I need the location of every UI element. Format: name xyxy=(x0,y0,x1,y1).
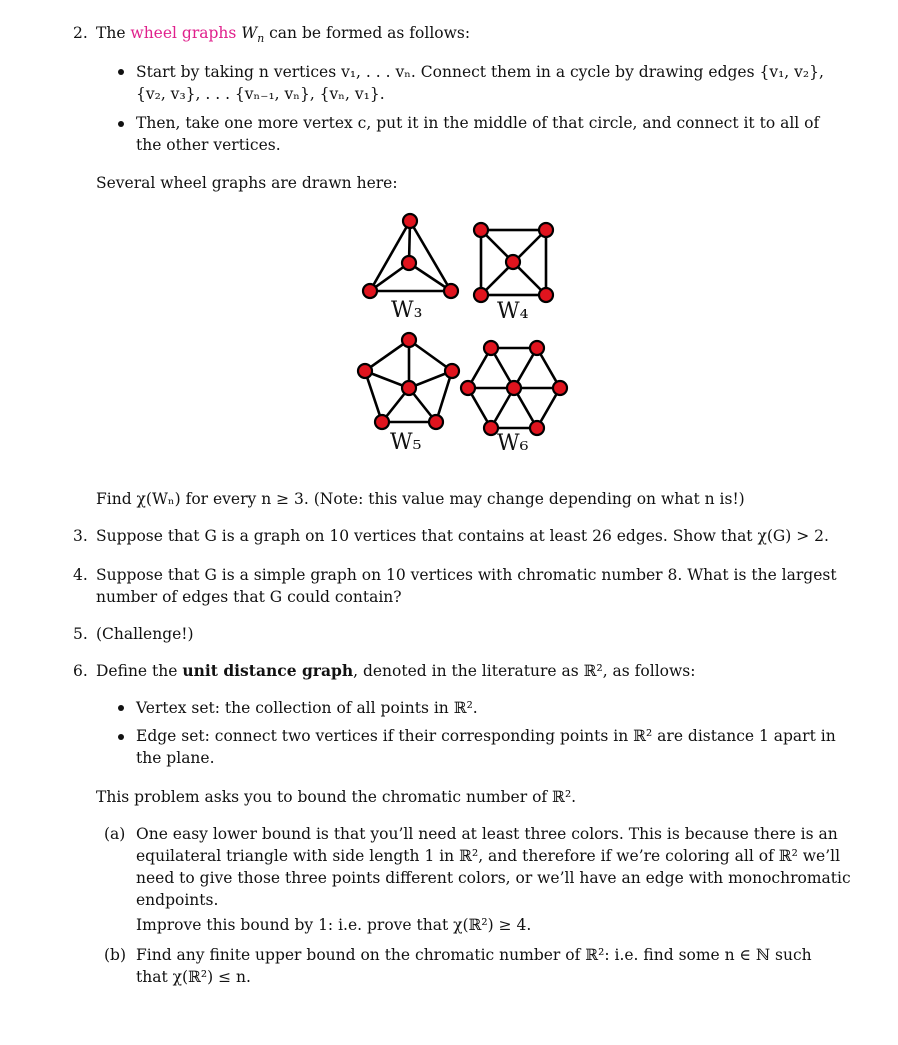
w4-vertex xyxy=(474,288,488,302)
w4-vertex xyxy=(539,223,553,237)
bullet-edge-set-line2: the plane. xyxy=(136,749,215,767)
w6-vertex xyxy=(530,421,544,435)
intro-wn-sub: n xyxy=(257,32,265,46)
w5-vertex xyxy=(375,415,389,429)
figure-caption: Several wheel graphs are drawn here: xyxy=(96,174,398,192)
part-a-line3: need to give those three points different colors, or we’ll have an edge with monochromatic xyxy=(136,869,851,887)
wheel-graphs-link[interactable]: wheel graphs xyxy=(130,24,237,42)
w6-vertex xyxy=(461,381,475,395)
bullet-vertex-set: Vertex set: the collection of all points in ℝ². xyxy=(136,699,478,717)
w5-vertex xyxy=(402,333,416,347)
w4-vertex xyxy=(474,223,488,237)
w6-vertex xyxy=(484,421,498,435)
part-a-line1: One easy lower bound is that you’ll need at least three colors. This is because there is an xyxy=(136,825,838,843)
w6-center-vertex xyxy=(507,381,521,395)
intro-pre: The xyxy=(96,24,131,42)
bullet-start-line1: Start by taking n vertices v₁, . . . vₙ. Connect them in a cycle by drawing edges {v₁, v₂}, xyxy=(136,63,824,81)
label-w5: W₅ xyxy=(390,430,422,455)
part-b-label: (b) xyxy=(104,946,127,964)
part-a-label: (a) xyxy=(104,825,126,843)
problem-2-number: 2. xyxy=(73,24,88,42)
w6-vertex xyxy=(484,341,498,355)
bullet-then-line2: the other vertices. xyxy=(136,136,281,154)
intro-pre: Define the xyxy=(96,662,183,680)
problem-3-text: Suppose that G is a graph on 10 vertices that contains at least 26 edges. Show that χ(G) > 2. xyxy=(96,527,829,545)
w3-vertex xyxy=(403,214,417,228)
w5-vertex xyxy=(429,415,443,429)
w4-vertex xyxy=(539,288,553,302)
unit-distance-graph-term: unit distance graph xyxy=(182,661,354,680)
w3-vertex xyxy=(363,284,377,298)
label-w3: W₃ xyxy=(391,298,423,323)
part-a-line5: Improve this bound by 1: i.e. prove that χ(ℝ²) ≥ 4. xyxy=(136,916,532,934)
part-a-line2: equilateral triangle with side length 1 in ℝ², and therefore if we’re coloring all of ℝ² we’ll xyxy=(136,847,841,865)
part-b-line1: Find any finite upper bound on the chromatic number of ℝ²: i.e. find some n ∈ ℕ such xyxy=(136,946,812,964)
intro-post: , denoted in the literature as ℝ², as follows: xyxy=(353,662,696,680)
w3-vertex xyxy=(444,284,458,298)
bullet-edge-set-line1: Edge set: connect two vertices if their corresponding points in ℝ² are distance 1 apart in xyxy=(136,727,836,745)
problem-4-line1: Suppose that G is a simple graph on 10 vertices with chromatic number 8. What is the largest xyxy=(96,566,837,584)
problem-5-text: (Challenge!) xyxy=(96,625,194,643)
problem-6-summary: This problem asks you to bound the chromatic number of ℝ². xyxy=(96,788,577,806)
label-w4: W₄ xyxy=(497,299,529,324)
intro-wn: W xyxy=(236,24,258,42)
bullet-dot xyxy=(118,734,124,740)
intro-tail: can be formed as follows: xyxy=(264,24,471,42)
problem-6-number: 6. xyxy=(73,662,88,680)
bullet-start-line2: {v₂, v₃}, . . . {vₙ₋₁, vₙ}, {vₙ, v₁}. xyxy=(136,85,385,103)
label-w6: W₆ xyxy=(497,431,529,456)
w5-vertex xyxy=(445,364,459,378)
bullet-then-line1: Then, take one more vertex c, put it in the middle of that circle, and connect it to all of xyxy=(136,114,820,132)
w5-vertex xyxy=(358,364,372,378)
w3-center-vertex xyxy=(402,256,416,270)
problem-6-intro xyxy=(96,660,695,682)
problem-5-number: 5. xyxy=(73,625,88,643)
w4-center-vertex xyxy=(506,255,520,269)
problem-3-number: 3. xyxy=(73,527,88,545)
w6-vertex xyxy=(530,341,544,355)
problem-4-line2: number of edges that G could contain? xyxy=(96,588,402,606)
w6-vertex xyxy=(553,381,567,395)
part-a-line4: endpoints. xyxy=(136,891,219,909)
problem-2-question: Find χ(Wₙ) for every n ≥ 3. (Note: this value may change depending on what n is!) xyxy=(96,490,745,508)
part-b-line2: that χ(ℝ²) ≤ n. xyxy=(136,968,251,986)
w5-center-vertex xyxy=(402,381,416,395)
problem-4-number: 4. xyxy=(73,566,88,584)
bullet-dot xyxy=(118,705,124,711)
